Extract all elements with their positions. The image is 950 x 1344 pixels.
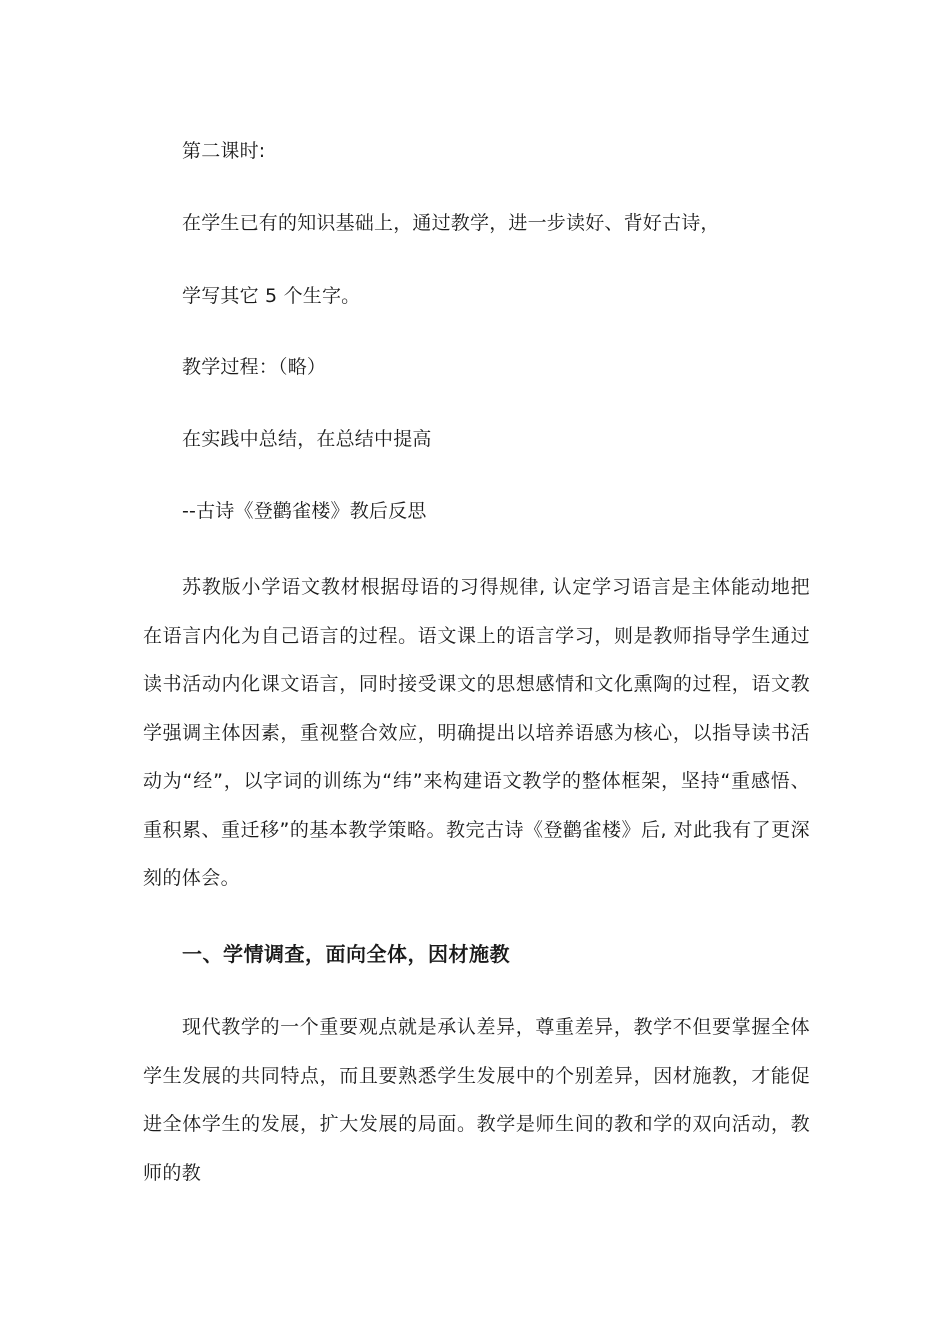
objective-line-1: 在学生已有的知识基础上，通过教学，进一步读好、背好古诗， xyxy=(182,212,720,234)
section-1-paragraph xyxy=(143,1003,810,1197)
paragraph-text: 苏教版小学语文教材根据母语的习得规律, 认定学习语言是主体能动地把在语言内化为自己语言的过程。语文课上的语言学习，则是教师指导学生通过读书活动内化课文语言，同时接受课文的思想感情和文化熏陶的过程，语文教学强调主体因素，重视整合效应，明确提出以培养语感为核心，以指导读书活动为“经”，以字词的训练为“纬”来构建语文教学的整体框架，坚持“重感悟、重积累、重迁移”的基本教学策略。教完古诗《登鹳雀楼》后, 对此我有了更深刻的体会。 xyxy=(143,576,810,889)
paragraph-text: 现代教学的一个重要观点就是承认差异，尊重差异，教学不但要掌握全体学生发展的共同特点，而且要熟悉学生发展中的个别差异，因材施教，才能促进全体学生的发展，扩大发展的局面。教学是师生间的教和学的双向活动，教师的教 xyxy=(143,1016,810,1184)
teaching-process-label: 教学过程：（略） xyxy=(182,356,327,378)
intro-paragraph xyxy=(143,563,810,903)
reflection-title: 在实践中总结，在总结中提高 xyxy=(182,428,432,450)
objective-line-2: 学写其它 5 个生字。 xyxy=(182,285,361,307)
reflection-subtitle: --古诗《登鹳雀楼》教后反思 xyxy=(182,500,427,522)
lesson-period-label: 第二课时: xyxy=(182,140,266,162)
section-heading-1: 一、学情调查，面向全体，因材施教 xyxy=(182,942,510,966)
